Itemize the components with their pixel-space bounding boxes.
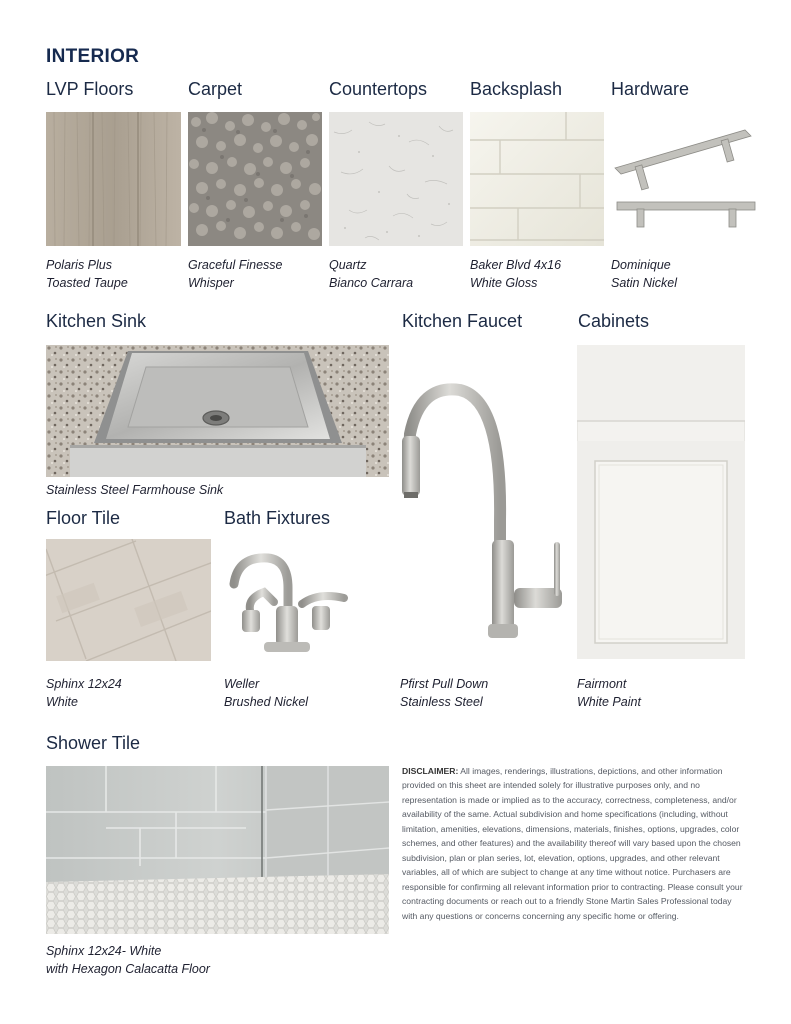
countertop-color-name: Bianco Carrara (329, 275, 414, 290)
countertop-caption (329, 257, 413, 292)
kitchen-faucet-product-name: Pfirst Pull Down (400, 677, 489, 691)
bath-fixtures-heading: Bath Fixtures (224, 508, 331, 528)
hardware-pull-swatch (611, 112, 757, 246)
floor-tile-swatch (46, 539, 211, 661)
countertop-product-name: Quartz (329, 258, 367, 272)
shower-tile-heading: Shower Tile (46, 733, 141, 753)
bath-fixtures-caption (224, 676, 308, 711)
kitchen-faucet-caption (400, 676, 488, 711)
kitchen-faucet-heading: Kitchen Faucet (402, 311, 523, 331)
floor-tile-color-name: White (46, 694, 78, 709)
floor-tile-heading: Floor Tile (46, 508, 121, 528)
disclaimer-text (402, 764, 746, 923)
hardware-finish-name: Satin Nickel (611, 275, 677, 290)
cabinets-product-name: Fairmont (577, 677, 627, 691)
carpet-caption (188, 257, 282, 292)
hardware-caption (611, 257, 677, 292)
disclaimer-heading: DISCLAIMER: (402, 766, 459, 776)
floor-tile-caption (46, 676, 122, 711)
shower-tile-floor-name: with Hexagon Calacatta Floor (46, 961, 210, 976)
cabinets-finish-name: White Paint (577, 694, 641, 709)
lvp-product-name: Polaris Plus (46, 258, 112, 272)
cabinets-heading: Cabinets (578, 311, 650, 331)
bath-fixtures-finish-name: Brushed Nickel (224, 694, 309, 709)
kitchen-sink-image (46, 345, 389, 477)
countertop-swatch (329, 112, 463, 246)
kitchen-sink-heading: Kitchen Sink (46, 311, 147, 331)
lvp-caption (46, 257, 128, 292)
countertops-heading: Countertops (329, 79, 428, 99)
backsplash-color-name: White Gloss (470, 275, 538, 290)
carpet-product-name: Graceful Finesse (188, 258, 283, 272)
shower-tile-product-name: Sphinx 12x24- White (46, 944, 162, 958)
carpet-heading: Carpet (188, 79, 243, 99)
shower-tile-caption (46, 943, 210, 978)
backsplash-swatch (470, 112, 604, 246)
page-title: INTERIOR (46, 46, 140, 67)
cabinet-door-swatch (577, 345, 745, 659)
backsplash-heading: Backsplash (470, 79, 563, 99)
lvp-floor-swatch (46, 112, 181, 246)
cabinets-caption (577, 676, 641, 711)
kitchen-faucet-finish-name: Stainless Steel (400, 694, 483, 709)
carpet-color-name: Whisper (188, 275, 234, 290)
floor-tile-product-name: Sphinx 12x24 (46, 677, 122, 691)
carpet-swatch (188, 112, 322, 246)
bath-faucet-image (228, 548, 350, 656)
shower-tile-image (46, 766, 389, 934)
lvp-floors-heading: LVP Floors (46, 79, 134, 99)
hardware-heading: Hardware (611, 79, 690, 99)
hardware-product-name: Dominique (611, 258, 671, 272)
kitchen-sink-caption: Stainless Steel Farmhouse Sink (46, 483, 224, 497)
disclaimer-body: All images, renderings, illustrations, depictions, and other information provided on this sheet are intended solely for illustrative purposes only, and no representation is made or implied as to the accuracy, correctness, completeness, and/or availability of the same. Actual subdivision and home specifications (including, without limitation, amenities, elevations, dimensions, materials, finishes, options, upgrades, color schemes, and other features) and the availability thereof will vary based upon the chosen subdivision, plan or plan series, lot, elevation, options, upgrades, and other relevant variables, all of which are subject to change at any time without notice. Purchasers are responsible for confirming all relevant information prior to contracting. Please consult your contracting documents or reach out to a friendly Stone Martin Sales Professional today with any questions or concerns concerning any specific home or offering. (402, 766, 743, 921)
kitchen-faucet-image (398, 360, 570, 642)
backsplash-caption (470, 257, 561, 292)
bath-fixtures-product-name: Weller (224, 677, 260, 691)
backsplash-product-name: Baker Blvd 4x16 (470, 258, 562, 272)
lvp-color-name: Toasted Taupe (46, 275, 128, 290)
